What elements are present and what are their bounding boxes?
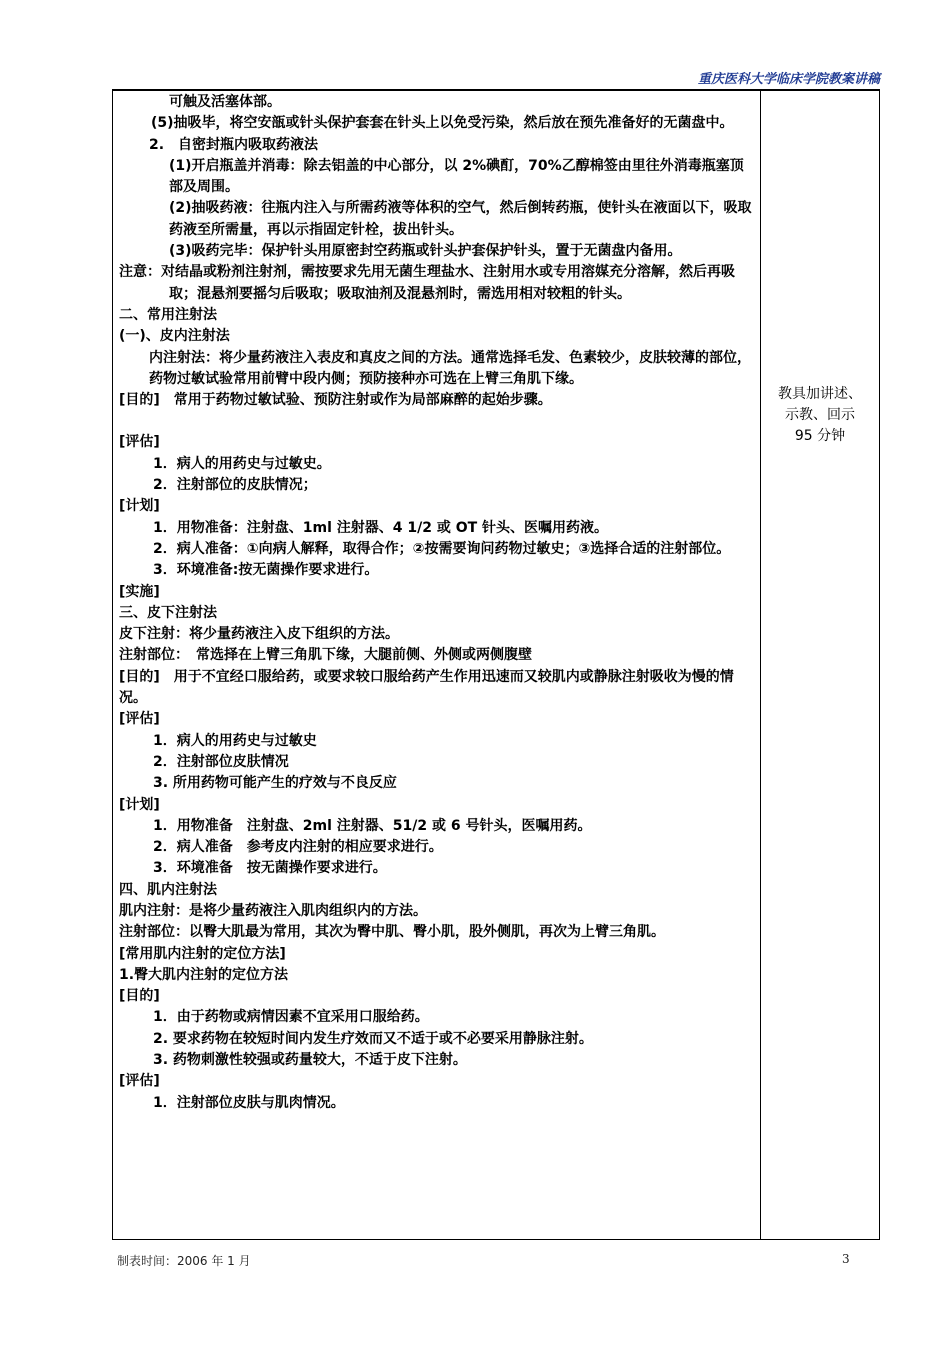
text-line: [评估] [119,434,160,451]
list-item: 1．用物准备 注射盘、2ml 注射器、51/2 或 6 号针头，医嘱用药。 [153,817,592,834]
subsection-heading: (一)、皮内注射法 [119,328,230,345]
list-item: 1．病人的用药史与过敏史。 [153,455,331,472]
footer-date: 制表时间：2006 年 1 月 [117,1254,251,1268]
text-line: 皮下注射：将少量药液注入皮下组织的方法。 [119,626,399,643]
section-heading: 三、皮下注射法 [119,604,217,621]
list-item: 3. 药物刺激性较强或药量较大，不适于皮下注射。 [153,1052,467,1069]
page-number: 3 [842,1252,850,1266]
document-header-title: 重庆医科大学临床学院教案讲稿 [697,72,880,87]
text-line: [评估] [119,711,160,728]
teaching-method-line: 示教、回示 [785,407,855,423]
text-line: 1.臀大肌内注射的定位方法 [119,966,289,983]
text-line: (1)开启瓶盖并消毒：除去铝盖的中心部分，以 2%碘酊，70%乙醇棉签由里往外消毒瓶塞顶部及周围。 [169,157,744,196]
note-paragraph: 注意：对结晶或粉剂注射剂，需按要求先用无菌生理盐水、注射用水或专用溶媒充分溶解，然后再吸取；混悬剂要摇匀后吸取；吸取油剂及混悬剂时，需选用相对较粗的针头。 [119,264,735,302]
list-item: 2．病人准备 参考皮内注射的相应要求进行。 [153,839,443,856]
list-item: 1．由于药物或病情因素不宜采用口服给药。 [153,1009,429,1026]
section-heading: 二、常用注射法 [119,306,217,323]
list-item: 1．注射部位皮肤与肌肉情况。 [153,1094,345,1111]
lecture-content [119,92,755,1114]
text-line: [目的] 用于不宜经口服给药，或要求较口服给药产生作用迅速而又较肌内或静脉注射吸收为慢的情况。 [119,668,734,707]
list-item: 2．病人准备：①向病人解释，取得合作；②按需要询问药物过敏史；③选择合适的注射部位。 [153,540,731,557]
teaching-method-line: 教具加讲述、 [778,386,862,402]
text-line: [计划] [119,498,160,515]
text-line: [实施] [119,583,160,600]
text-line: 2. 自密封瓶内吸取药液法 [149,136,319,153]
text-line: 肌内注射：是将少量药液注入肌肉组织内的方法。 [119,902,427,919]
column-divider [760,91,761,1240]
text-line: [计划] [119,796,160,813]
text-line: (3)吸药完毕：保护针头用原密封空药瓶或针头护套保护针头，置于无菌盘内备用。 [169,243,682,260]
text-line: [目的] [119,988,160,1005]
text-line: 可触及活塞体部。 [169,94,281,110]
list-item: 1．用物准备：注射盘、1ml 注射器、4 1/2 或 OT 针头、医嘱用药液。 [153,519,609,536]
text-line: (5)抽吸毕，将空安瓿或针头保护套套在针头上以免受污染，然后放在预先准备好的无菌盘中。 [151,115,734,132]
list-item: 2. 要求药物在较短时间内发生疗效而又不适于或不必要采用静脉注射。 [153,1030,593,1047]
list-item: 1．病人的用药史与过敏史 [153,732,317,749]
list-item: 2．注射部位的皮肤情况； [153,477,317,494]
text-line: [目的] 常用于药物过敏试验、预防注射或作为局部麻醉的起始步骤。 [119,392,552,409]
list-item: 2．注射部位皮肤情况 [153,753,289,770]
blank-line [119,411,755,432]
text-line: 注射部位： 常选择在上臂三角肌下缘，大腿前侧、外侧或两侧腹壁 [119,647,532,664]
text-line: [评估] [119,1073,160,1090]
text-line: 注射部位：以臀大肌最为常用，其次为臀中肌、臀小肌，股外侧肌，再次为上臂三角肌。 [119,924,665,941]
text-line: (2)抽吸药液：往瓶内注入与所需药液等体积的空气，然后倒转药瓶，使针头在液面以下，吸取药液至所需量，再以示指固定针栓，拔出针头。 [169,200,752,238]
text-line: 内注射法：将少量药液注入表皮和真皮之间的方法。通常选择毛发、色素较少，皮肤较薄的部位，药物过敏试验常用前臂中段内侧；预防接种亦可选在上臂三角肌下缘。 [149,349,751,387]
section-heading: 四、肌内注射法 [119,881,217,898]
list-item: 3．环境准备 按无菌操作要求进行。 [153,860,387,877]
text-line: [常用肌内注射的定位方法] [119,945,286,962]
list-item: 3. 所用药物可能产生的疗效与不良反应 [153,775,397,792]
teaching-method-cell [762,384,878,447]
teaching-duration: 95 分钟 [794,428,846,444]
list-item: 3．环境准备:按无菌操作要求进行。 [153,562,379,579]
